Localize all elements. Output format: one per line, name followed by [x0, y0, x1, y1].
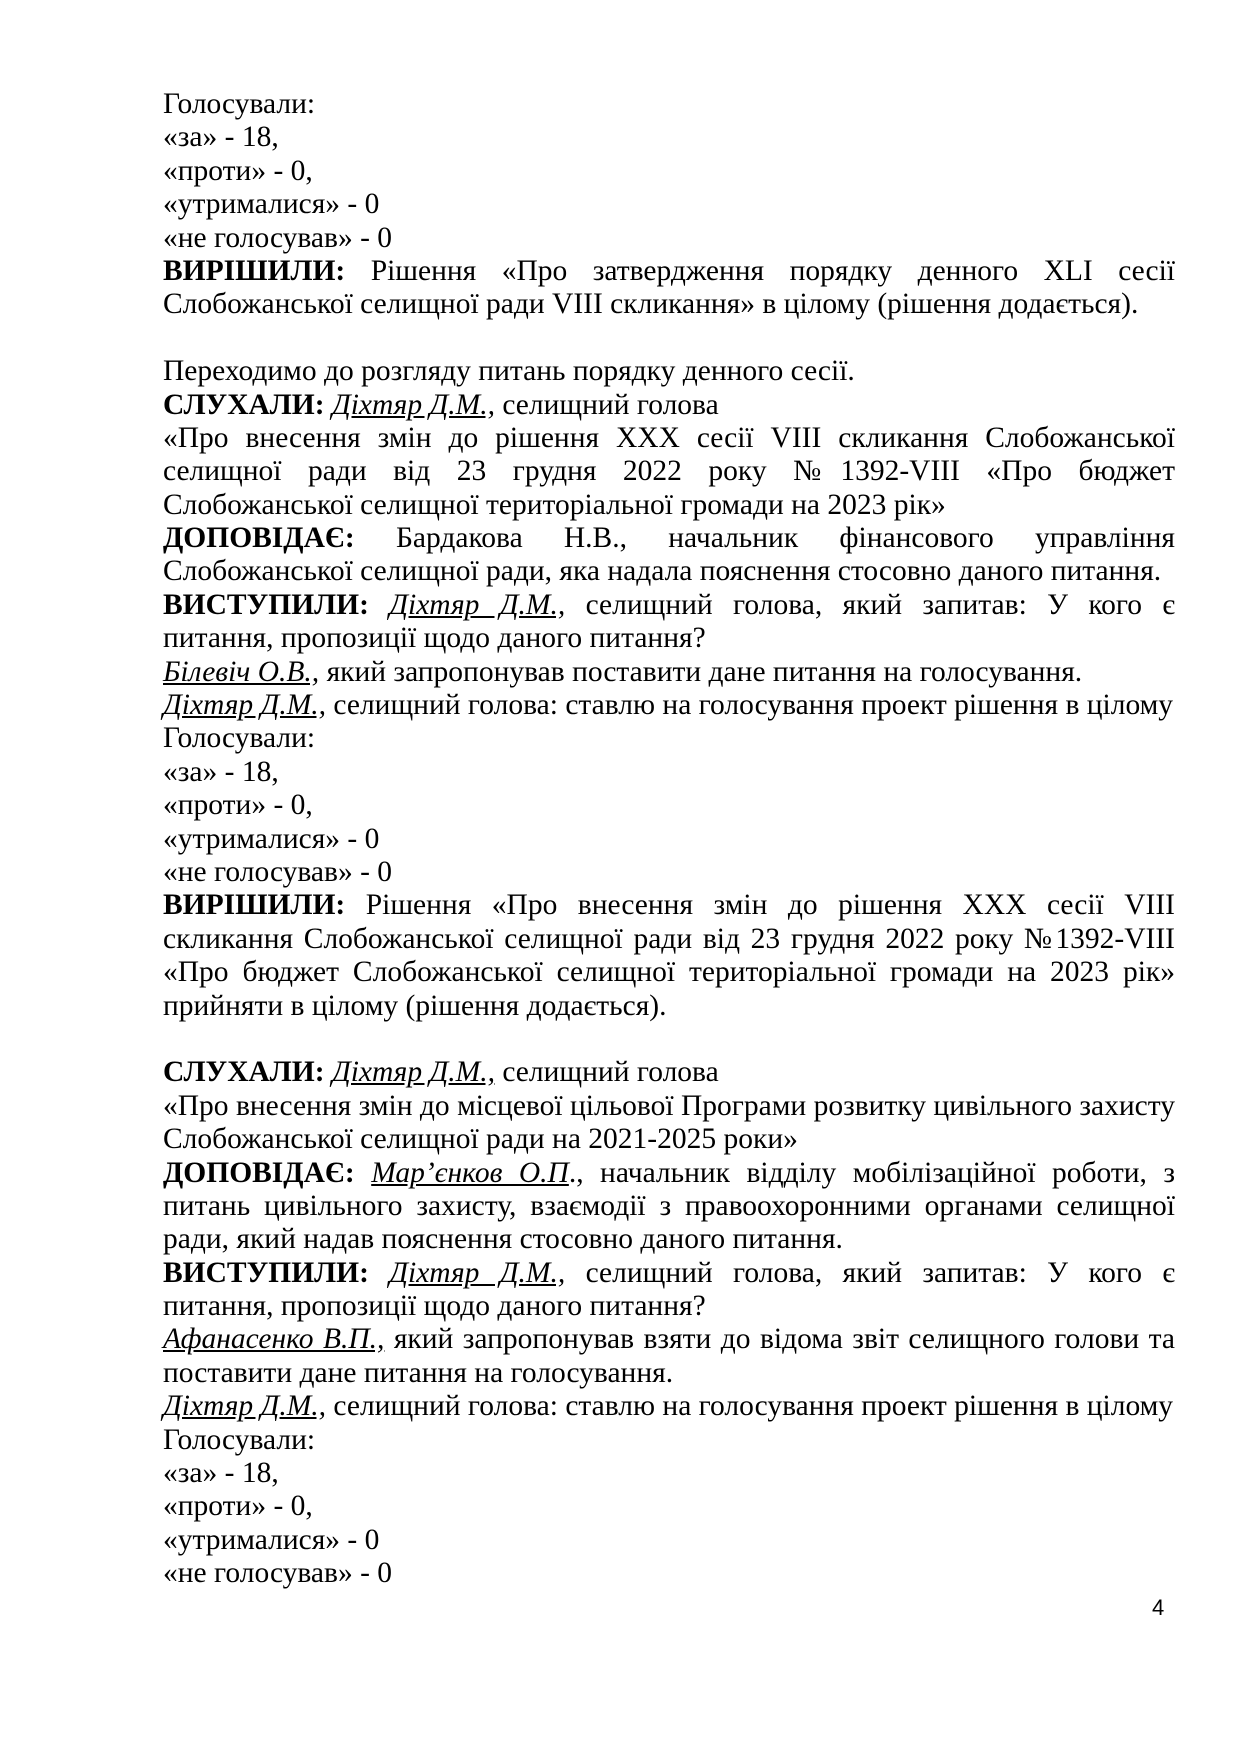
vote-heading: Голосували: — [163, 88, 316, 120]
speaker-name: Діхтяр Д.М., — [163, 1390, 327, 1423]
paragraph-gap — [163, 322, 1175, 355]
decision-line: Слобожанської селищної ради VIII скликання» в цілому (рішення додається). — [163, 288, 1139, 321]
report-text: Бардакова Н.В., начальник фінансового управління — [354, 522, 1175, 555]
vote-abstained: «утрималися» - 0 — [163, 1523, 380, 1556]
report-line — [163, 1157, 1175, 1190]
spoke-line — [163, 589, 1175, 622]
vote-heading: Голосували: — [163, 722, 316, 755]
decision-text: Рішення «Про затвердження порядку денного XLI сесії — [345, 254, 1175, 287]
speaker-name: Діхтяр Д.М., — [163, 689, 327, 722]
report-label: ДОПОВІДАЄ: — [163, 522, 355, 555]
speaker-name: Діхтяр Д.М., — [389, 1256, 566, 1289]
paragraph-gap — [163, 1023, 1175, 1056]
proposal-text: який запропонував поставити дане питання на голосування. — [319, 655, 1083, 688]
vote-block — [163, 722, 1175, 889]
heard-line — [163, 389, 1175, 422]
decision-line — [163, 255, 1175, 288]
speaker-name: Діхтяр Д.М., — [331, 1056, 495, 1089]
spoke-label: ВИСТУПИЛИ: — [163, 1256, 369, 1289]
decision-line — [163, 889, 1175, 922]
vote-against: «проти» - 0, — [163, 1490, 313, 1523]
document-body — [163, 88, 1175, 1591]
decision-block — [163, 889, 1175, 1023]
speaker-name: Мар’єнков О.П — [371, 1156, 569, 1189]
decision-block — [163, 255, 1175, 322]
spoke-text: селищний голова, який запитав: У кого є — [565, 588, 1176, 621]
decision-label: ВИРІШИЛИ: — [163, 254, 346, 287]
item-title-line: Слобожанської селищної територіальної громади на 2023 рік» — [163, 488, 946, 521]
vote-for: «за» - 18, — [163, 1457, 279, 1490]
decision-label: ВИРІШИЛИ: — [163, 889, 346, 922]
proposal-text: який запропонував взяти до відома звіт селищного голови та — [384, 1323, 1175, 1356]
transition-text: Переходимо до розгляду питань порядку денного сесії. — [163, 355, 855, 388]
proposal-line: поставити дане питання на голосування. — [163, 1356, 674, 1389]
speaker-name: Білевіч О.В., — [163, 655, 320, 688]
report-label: ДОПОВІДАЄ: — [163, 1156, 355, 1189]
decision-line: скликання Слобожанської селищної ради від 23 грудня 2022 року №1392-VIII — [163, 922, 1175, 955]
vote-abstained: «утрималися» - 0 — [163, 822, 380, 855]
agenda-item — [163, 1056, 1175, 1423]
vote-not-voted: «не голосував» - 0 — [163, 855, 393, 888]
vote-for: «за» - 18, — [163, 121, 279, 154]
heard-label: СЛУХАЛИ: — [163, 388, 325, 421]
vote-not-voted: «не голосував» - 0 — [163, 221, 393, 254]
vote-block — [163, 1424, 1175, 1591]
decision-line: прийняти в цілому (рішення додається). — [163, 989, 667, 1022]
vote-not-voted: «не голосував» - 0 — [163, 1557, 393, 1590]
report-line: ради, який надав пояснення стосовно даного питання. — [163, 1223, 843, 1256]
vote-for: «за» - 18, — [163, 755, 279, 788]
agenda-item — [163, 389, 1175, 723]
speaker-name: Діхтяр Д.М., — [331, 388, 495, 421]
item-title-line: «Про внесення змін до рішення XXX сесії VIII скликання Слобожанської — [163, 421, 1175, 454]
page-number: 4 — [1152, 1595, 1165, 1620]
vote-block — [163, 88, 1175, 255]
vote-against: «проти» - 0, — [163, 154, 313, 187]
item-title-line: «Про внесення змін до місцевої цільової Програми розвитку цивільного захисту — [163, 1089, 1175, 1122]
spoke-line — [163, 1257, 1175, 1290]
vote-abstained: «утрималися» - 0 — [163, 188, 380, 221]
heard-line — [163, 1056, 1175, 1089]
report-line: Слобожанської селищної ради, яка надала пояснення стосовно даного питання. — [163, 555, 1162, 588]
proposal-line — [163, 656, 1175, 689]
spoke-line: питання, пропозиції щодо даного питання? — [163, 622, 706, 655]
proposal-line — [163, 1323, 1175, 1356]
speaker-name: Діхтяр Д.М., — [389, 588, 566, 621]
vote-call-line — [163, 1390, 1175, 1423]
vote-call-text: селищний голова: ставлю на голосування проект рішення в цілому — [326, 689, 1174, 722]
vote-heading: Голосували: — [163, 1423, 316, 1456]
heard-label: СЛУХАЛИ: — [163, 1056, 325, 1089]
decision-line: «Про бюджет Слобожанської селищної територіальної громади на 2023 рік» — [163, 956, 1175, 989]
item-title-line: селищної ради від 23 грудня 2022 року №1392-VIII «Про бюджет — [163, 455, 1175, 488]
vote-against: «проти» - 0, — [163, 789, 313, 822]
vote-call-text: селищний голова: ставлю на голосування проект рішення в цілому — [326, 1390, 1174, 1423]
spoke-label: ВИСТУПИЛИ: — [163, 588, 369, 621]
spoke-text: селищний голова, який запитав: У кого є — [565, 1256, 1176, 1289]
vote-call-line — [163, 689, 1175, 722]
speaker-name: Афанасенко В.П., — [163, 1323, 385, 1356]
decision-text: Рішення «Про внесення змін до рішення XXX сесії VIII — [345, 889, 1175, 922]
report-line: питань цивільного захисту, взаємодії з правоохоронними органами селищної — [163, 1189, 1175, 1222]
speaker-role: селищний голова — [494, 388, 719, 421]
spoke-line: питання, пропозиції щодо даного питання? — [163, 1290, 706, 1323]
report-line — [163, 522, 1175, 555]
item-title-line: Слобожанської селищної ради на 2021-2025 роки» — [163, 1123, 798, 1156]
report-text: ., начальник відділу мобілізаційної роботи, з — [568, 1156, 1175, 1189]
speaker-role: селищний голова — [494, 1056, 719, 1089]
